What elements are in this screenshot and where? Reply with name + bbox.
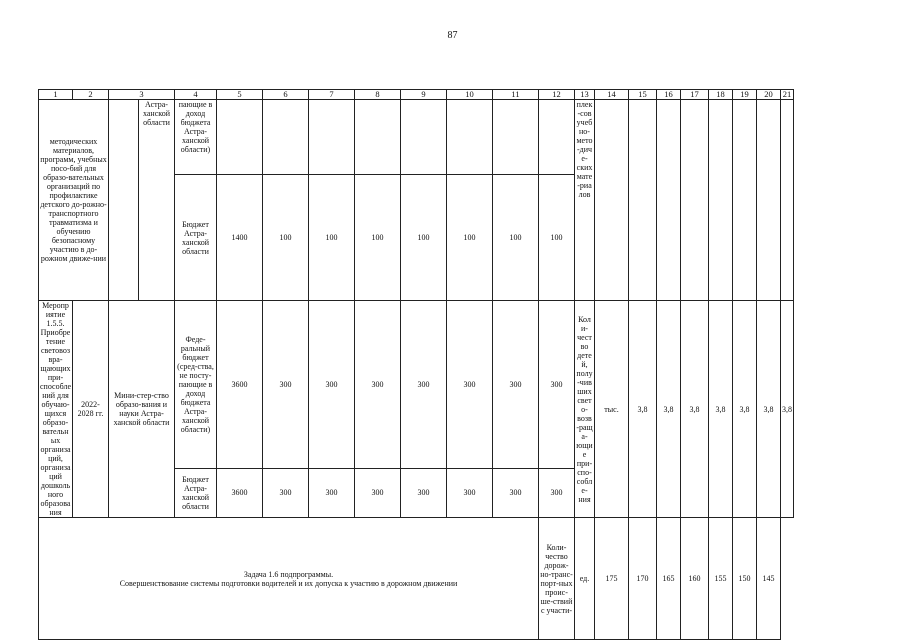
target-cell (781, 100, 794, 301)
column-number: 5 (217, 90, 263, 100)
table-row (39, 100, 794, 175)
task-heading-cell (39, 518, 539, 640)
column-number: 12 (539, 90, 575, 100)
column-number: 7 (309, 90, 355, 100)
column-number: 8 (355, 90, 401, 100)
target-cell (681, 100, 709, 301)
value-cell: 300 (355, 468, 401, 517)
years-cell (109, 100, 139, 301)
column-number: 20 (757, 90, 781, 100)
value-cell: 3600 (217, 468, 263, 517)
value-cell (493, 100, 539, 175)
executor-cell: Астра-ханской области (139, 100, 175, 301)
target-cell: 3,8 (757, 301, 781, 518)
value-cell: 100 (401, 175, 447, 301)
executor-cell: Мини-стер-ство образо-вания и науки Астра-ханской области (109, 301, 175, 518)
value-cell: 100 (309, 175, 355, 301)
value-cell: 300 (447, 468, 493, 517)
event-name-cell: методических материалов, программ, учебных посо-бий для образо-вательных организаций по профилактике детского до-рожно-транспортного травматизма и обучению безопасному участию в до-рожном движе-нии (39, 100, 109, 301)
event-name-cell: Мероприятие 1.5.5. Приобретение световозвра-щающих при-способлений для обучаю-щихся образо-вательных организаций, организаций дошкольного образования (40, 301, 71, 517)
column-number: 15 (629, 90, 657, 100)
value-cell: 300 (309, 301, 355, 469)
value-cell: 100 (447, 175, 493, 301)
column-number: 17 (681, 90, 709, 100)
target-cell (757, 100, 781, 301)
column-number: 18 (709, 90, 733, 100)
column-number: 3 (109, 90, 175, 100)
value-cell: 300 (355, 301, 401, 469)
value-cell (217, 100, 263, 175)
value-cell: 300 (309, 468, 355, 517)
page-number: 87 (447, 30, 458, 41)
table-row (39, 301, 794, 469)
target-cell (733, 100, 757, 301)
unit-cell: ед. (575, 518, 595, 640)
program-table (38, 89, 794, 640)
target-cell: 170 (629, 518, 657, 640)
target-cell: 3,8 (657, 301, 681, 518)
funding-source-cell: Бюджет Астра-ханской области (175, 468, 217, 517)
target-cell: 175 (595, 518, 629, 640)
value-cell: 3600 (217, 301, 263, 469)
column-number: 13 (575, 90, 595, 100)
target-cell (629, 100, 657, 301)
indicator-cell: Коли-чество дорож-но-транс-порт-ных проис-ше-ствий с участи- (539, 518, 575, 640)
target-cell: 150 (733, 518, 757, 640)
value-cell: 300 (493, 468, 539, 517)
unit-cell (595, 100, 629, 301)
column-number: 21 (781, 90, 794, 100)
value-cell (263, 100, 309, 175)
value-cell (447, 100, 493, 175)
target-cell: 165 (657, 518, 681, 640)
column-number: 4 (175, 90, 217, 100)
indicator-cell: плек-сов учебно-мето-диче-ских мате-риалов (575, 100, 595, 301)
value-cell: 300 (493, 301, 539, 469)
value-cell: 300 (263, 301, 309, 469)
value-cell: 100 (539, 175, 575, 301)
target-cell: 3,8 (681, 301, 709, 518)
value-cell: 300 (263, 468, 309, 517)
column-number: 16 (657, 90, 681, 100)
value-cell (309, 100, 355, 175)
task-title: Задача 1.6 подпрограммы. (243, 569, 334, 579)
target-cell: 3,8 (733, 301, 757, 518)
value-cell: 300 (401, 468, 447, 517)
funding-source-cell: Бюджет Астра-ханской области (175, 175, 217, 301)
value-cell (355, 100, 401, 175)
value-cell (401, 100, 447, 175)
task-row (39, 518, 794, 640)
value-cell: 1400 (217, 175, 263, 301)
column-number: 2 (73, 90, 109, 100)
target-cell (657, 100, 681, 301)
target-cell: 155 (709, 518, 733, 640)
funding-source-cell: Феде-ральный бюджет (сред-ства, не посту-пающие в доход бюджета Астра-ханской области) (175, 301, 217, 469)
unit-cell: тыс. (595, 301, 629, 518)
task-description: Совершенствование системы подготовки водителей и их допуска к участию в дорожном движении (119, 578, 458, 588)
column-number: 9 (401, 90, 447, 100)
value-cell: 100 (263, 175, 309, 301)
funding-source-cell: пающие в доход бюджета Астра-ханской области) (175, 100, 217, 175)
target-cell: 3,8 (629, 301, 657, 518)
value-cell: 300 (447, 301, 493, 469)
column-number: 14 (595, 90, 629, 100)
column-number: 1 (39, 90, 73, 100)
target-cell (709, 100, 733, 301)
value-cell: 300 (401, 301, 447, 469)
column-number: 19 (733, 90, 757, 100)
column-number: 10 (447, 90, 493, 100)
column-number: 6 (263, 90, 309, 100)
value-cell: 300 (539, 468, 575, 517)
value-cell: 100 (355, 175, 401, 301)
target-cell: 3,8 (709, 301, 733, 518)
value-cell: 100 (493, 175, 539, 301)
target-cell: 3,8 (781, 301, 794, 518)
column-numbers-row (39, 90, 794, 100)
column-number: 11 (493, 90, 539, 100)
indicator-cell: Коли-чество детей, полу-чивших свето-возв-раща-ющие при-спо-собле-ния (575, 301, 595, 518)
target-cell: 145 (757, 518, 781, 640)
value-cell (539, 100, 575, 175)
years-cell: 2022-2028 гг. (73, 301, 109, 518)
target-cell: 160 (681, 518, 709, 640)
value-cell: 300 (539, 301, 575, 469)
